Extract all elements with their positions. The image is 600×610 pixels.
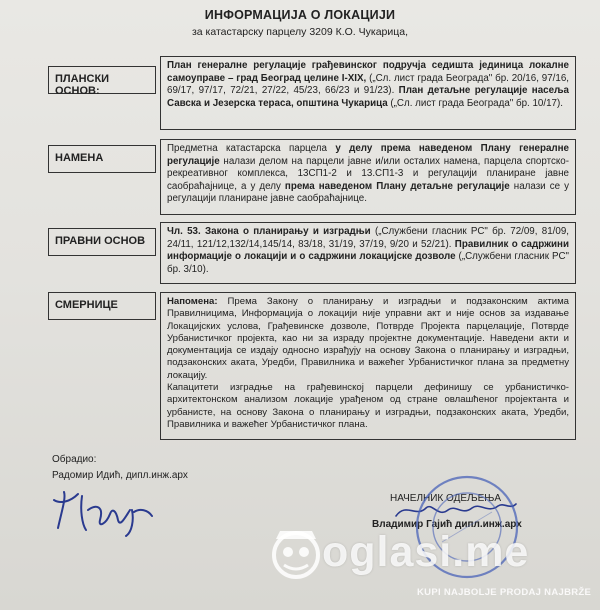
capacity-paragraph: Капацитети изградње на грађевинској парцели дефинишу се урбанистичко-архитектонском анализом локације урађеном од стране овлашћеног пројектанта и урбанисте, на основу Закона о планирању и изградњи, подзаконских аката, Уредби, Правилника и важећег Урбанистичког плана. xyxy=(167,382,569,430)
plan-gazette-ref: („Сл. лист града Београда" бр. 20/16, 97/16, 69/17, 97/17, 72/21, 27/22, 45/23, 66/23 и 91/23). xyxy=(167,72,569,97)
watermark-tagline: KUPI NAJBOLJE PRODAJ NAJBRŽE xyxy=(417,587,592,598)
section-content: Чл. 53. Закона о планирању и изградњи („Службени гласник РС" бр. 72/09, 81/09, 24/11, 121/12,132/14,145/14, 83/18, 31/19, 37/19, 9/20 и 52/21). Правилник о садржини информације о локацији и о садржини локацијске дозволе („Службени гласник РС" бр. 3/10). xyxy=(160,222,576,284)
section-content: Напомена: Према Закону о планирању и изградњи и подзаконским актима Правилницима, Информација о локацији није управни акт и није основ за издавање Локацијских услова, Грађевинске дозволе, Потврде Пројекта парцелације, Потврде Урбанистичког пројекта, као ни за израду пројектне документације. Наведени акти и документација се издају односно израђују на основу Закона о планирању и изградњи, подзаконских аката, Уредби, Правилника и важећег Урбанистичког плана за предметну локацију. Капацитети изградње на грађевинској парцели дефинишу се урбанистичко-архитектонском анализом локације урађеном од стране овлашћеног пројектанта и урбанисте, на основу Закона о планирању и изградњи, подзаконских аката, Уредби, Правилника и важећег Урбанистичког плана. xyxy=(160,292,576,440)
napomena-label: Напомена: xyxy=(167,296,218,307)
left-signature-graphic xyxy=(48,480,158,540)
section-label: ПРАВНИ ОСНОВ xyxy=(48,228,156,256)
chief-name: Владимир Гајић дипл.инж.арх xyxy=(372,519,522,530)
section-content: Предметна катастарска парцела у делу према наведеном Плану генералне регулације налази делом на парцели јавне и/или осталих намена, парцела спортско-рекреативног комплекса, 13СП1-2 и 13.СП1-3 и регулацији планиране јавне саобраћајнице, а у делу према наведеном Плану детаљне регулације налази се у регулацији планиране јавне саобраћајнице. xyxy=(160,139,576,215)
detail-plan-gazette-ref: („Сл. лист града Београда" бр. 10/17). xyxy=(387,97,563,109)
prepared-by-label: Обрадио: xyxy=(52,454,97,465)
chief-title: НАЧЕЛНИК ОДЕЉЕЊА xyxy=(390,493,502,504)
watermark-brand: oglasi.me xyxy=(322,528,530,576)
prepared-by-name: Радомир Идић, дипл.инж.арх xyxy=(52,470,188,481)
plan-generalne-regulacije: План генералне регулације грађевинског подручја седишта јединица локалне самоуправе – град Београд целине I-XIX, xyxy=(167,60,569,84)
section-label: НАМЕНА xyxy=(48,145,156,173)
document-subtitle: за катастарску парцелу 3209 К.О. Чукарица, xyxy=(191,26,409,38)
section-content xyxy=(160,56,576,130)
document-title: ИНФОРМАЦИЈА О ЛОКАЦИЈИ xyxy=(204,8,396,22)
plan-detaljne-regulacije: План детаљне регулације насеља Савска и Језерска тераса, општина Чукарица xyxy=(167,85,569,109)
section-label: СМЕРНИЦЕ xyxy=(48,292,156,320)
section-label: ПЛАНСКИ ОСНОВ: xyxy=(48,66,156,94)
